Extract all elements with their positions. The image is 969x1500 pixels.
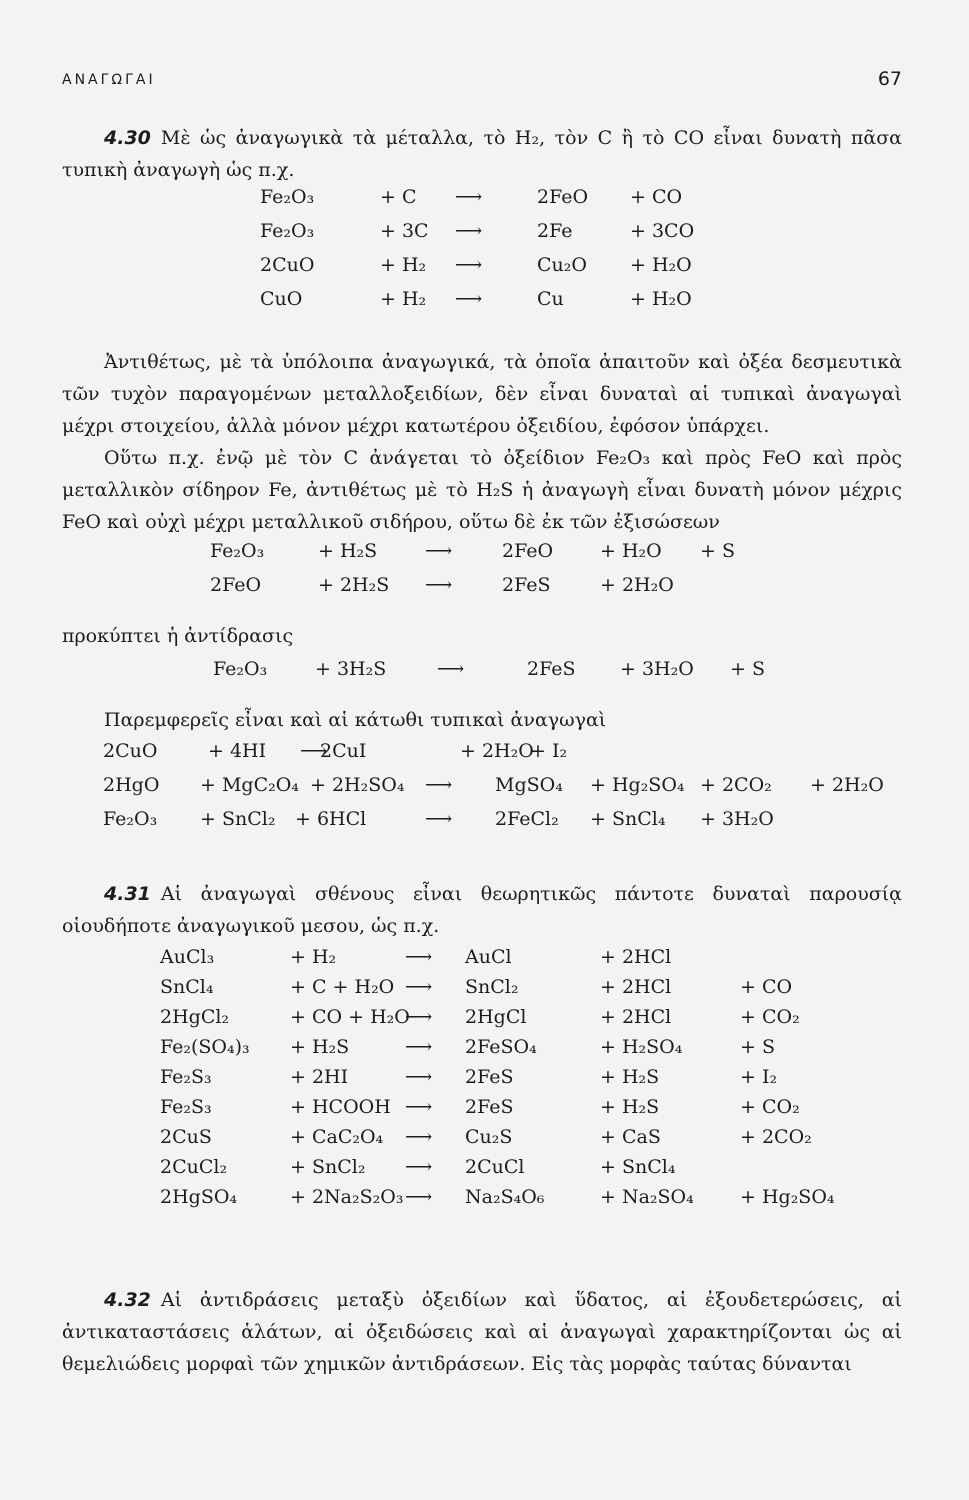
equation-term: + 2H₂S xyxy=(318,574,390,596)
equation-term: + Hg₂SO₄ xyxy=(590,774,685,796)
equation-term: + 2H₂O xyxy=(810,774,884,796)
reaction-arrow: ⟶ xyxy=(455,288,482,310)
equation-term: 2FeS xyxy=(502,574,551,596)
equation-term: 2HgSO₄ xyxy=(160,1186,238,1208)
sec-4-30-intro xyxy=(62,122,902,186)
reaction-arrow: ⟶ xyxy=(425,574,452,596)
equation-term: SnCl₄ xyxy=(160,976,214,998)
equation-term: 2FeS xyxy=(465,1066,514,1088)
equation-term: Fe₂O₃ xyxy=(260,220,315,242)
equation-term: + 3H₂S xyxy=(315,658,387,680)
equation-term: + H₂SO₄ xyxy=(600,1036,683,1058)
equation-term: + SnCl₂ xyxy=(290,1156,366,1178)
equation-term: + CO xyxy=(630,186,683,208)
equation-term: 2FeO xyxy=(502,540,554,562)
equation-term: Fe₂(SO₄)₃ xyxy=(160,1036,250,1058)
equation-term: + 3H₂O xyxy=(620,658,694,680)
equation-term: + H₂ xyxy=(380,254,427,276)
equation-term: + HCOOH xyxy=(290,1096,391,1118)
equation-term: 2HgCl xyxy=(465,1006,527,1028)
equation-term: + Hg₂SO₄ xyxy=(740,1186,835,1208)
equation-term: Na₂S₄O₆ xyxy=(465,1186,545,1208)
paragraph-text: Αἱ ἀναγωγαὶ σθένους εἶναι θεωρητικῶς πάντοτε δυναταὶ παρουσίᾳ οἱουδήποτε ἀναγωγικοῦ μεσου, ὡς π.χ. xyxy=(62,883,902,937)
equation-term: 2CuCl₂ xyxy=(160,1156,228,1178)
equation-term: 2CuO xyxy=(103,740,158,762)
equation-term: Cu₂O xyxy=(537,254,587,276)
equation-term: + C xyxy=(380,186,417,208)
reaction-arrow: ⟶ xyxy=(405,1096,432,1118)
equation-term: + H₂S xyxy=(600,1096,660,1118)
equation-term: + H₂O xyxy=(600,540,662,562)
equation-term: 2CuCl xyxy=(465,1156,525,1178)
equation-term: 2HgCl₂ xyxy=(160,1006,230,1028)
reaction-arrow: ⟶ xyxy=(425,808,452,830)
equation-term: Fe₂O₃ xyxy=(213,658,268,680)
equation-term: + 6HCl xyxy=(295,808,367,830)
equation-term: 2FeSO₄ xyxy=(465,1036,537,1058)
equation-term: + 2HCl xyxy=(600,976,672,998)
equation-term: + H₂S xyxy=(600,1066,660,1088)
page-number: 67 xyxy=(877,68,902,90)
equation-term: Fe₂S₃ xyxy=(160,1066,212,1088)
reaction-arrow: ⟶ xyxy=(425,540,452,562)
equation-term: 2CuO xyxy=(260,254,315,276)
equation-term: 2FeS xyxy=(527,658,576,680)
section-number: 4.31 xyxy=(104,883,151,905)
equation-term: + I₂ xyxy=(740,1066,778,1088)
equation-term: + H₂S xyxy=(290,1036,350,1058)
paragraph-text: Μὲ ὡς ἀναγωγικὰ τὰ μέταλλα, τὸ H₂, τὸν C ἢ τὸ CO εἶναι δυνατὴ πᾶσα τυπικὴ ἀναγωγὴ ὡς π.χ. xyxy=(62,127,902,181)
equation-term: + CO₂ xyxy=(740,1096,800,1118)
reaction-arrow: ⟶ xyxy=(425,774,452,796)
equation-term: MgSO₄ xyxy=(495,774,563,796)
equation-term: + H₂S xyxy=(318,540,378,562)
equation-term: 2CuI xyxy=(320,740,367,762)
result-label: προκύπτει ἡ ἀντίδρασις xyxy=(62,625,294,647)
equation-term: 2FeO xyxy=(210,574,262,596)
equation-term: + H₂ xyxy=(380,288,427,310)
equation-term: + SnCl₂ xyxy=(200,808,276,830)
reaction-arrow: ⟶ xyxy=(455,254,482,276)
equation-term: + S xyxy=(730,658,765,680)
reaction-arrow: ⟶ xyxy=(300,740,327,762)
equation-term: Fe₂O₃ xyxy=(103,808,158,830)
equation-term: + SnCl₄ xyxy=(600,1156,676,1178)
equation-term: 2Fe xyxy=(537,220,573,242)
equation-term: SnCl₂ xyxy=(465,976,519,998)
section-number: 4.32 xyxy=(104,1289,151,1311)
equation-term: + H₂O xyxy=(630,288,692,310)
paragraph-antithetos: Ἀντιθέτως, μὲ τὰ ὑπόλοιπα ἀναγωγικά, τὰ ὁποῖα ἀπαιτοῦν καὶ ὀξέα δεσμευτικὰ τῶν τυχὸν παραγομένων μεταλλοξειδίων, δὲν εἶναι δυναταὶ αἱ τυπικαὶ ἀναγωγαὶ μέχρι στοιχείου, ἀλλὰ μόνον μέχρι κατωτέρου ὀξειδίου, ἐφόσον ὑπάρχει. xyxy=(62,351,902,437)
sec-4-31-intro xyxy=(62,878,902,942)
equation-term: + H₂O xyxy=(630,254,692,276)
reaction-arrow: ⟶ xyxy=(405,1126,432,1148)
equation-term: AuCl₃ xyxy=(160,946,215,968)
section-number: 4.30 xyxy=(104,127,151,149)
equation-term: Fe₂S₃ xyxy=(160,1096,212,1118)
reaction-arrow: ⟶ xyxy=(405,946,432,968)
equation-term: 2FeCl₂ xyxy=(495,808,559,830)
equation-term: + SnCl₄ xyxy=(590,808,666,830)
equation-term: + 2HCl xyxy=(600,946,672,968)
equation-term: CuO xyxy=(260,288,303,310)
equation-term: + 2CO₂ xyxy=(700,774,772,796)
equation-term: Cu₂S xyxy=(465,1126,513,1148)
equation-term: Fe₂O₃ xyxy=(260,186,315,208)
equation-term: 2FeO xyxy=(537,186,589,208)
paragraph-text: Αἱ ἀντιδράσεις μεταξὺ ὀξειδίων καὶ ὕδατος, αἱ ἐξουδετερώσεις, αἱ ἀντικαταστάσεις ἁλάτων, αἱ ὀξειδώσεις καὶ αἱ ἀναγωγαὶ χαρακτηρίζονται ὡς αἱ θεμελιώδεις μορφαὶ τῶν χημικῶν ἀντιδράσεων. Εἰς τὰς μορφὰς ταύτας δύνανται xyxy=(62,1289,902,1375)
equation-term: + CO xyxy=(740,976,793,998)
equation-term: 2HgO xyxy=(103,774,160,796)
paragraph-outo: Οὕτω π.χ. ἐνῷ μὲ τὸν C ἀνάγεται τὸ ὀξείδιον Fe₂O₃ καὶ πρὸς FeO καὶ πρὸς μεταλλικὸν σίδηρον Fe, ἀντιθέτως μὲ τὸ H₂S ἡ ἀναγωγὴ εἶναι δυνατὴ μόνον μέχρις FeO καὶ οὐχὶ μέχρι μεταλλικοῦ σιδήρου, οὕτω δὲ ἐκ τῶν ἐξισώσεων xyxy=(62,447,902,533)
paragraph-paremfereis: Παρεμφερεῖς εἶναι καὶ αἱ κάτωθι τυπικαὶ ἀναγωγαὶ xyxy=(104,709,607,731)
reaction-arrow: ⟶ xyxy=(405,1156,432,1178)
equation-term: Cu xyxy=(537,288,564,310)
reaction-arrow: ⟶ xyxy=(455,220,482,242)
equation-term: + S xyxy=(700,540,735,562)
reaction-arrow: ⟶ xyxy=(405,1066,432,1088)
reaction-arrow: ⟶ xyxy=(405,1006,432,1028)
equation-term: 2FeS xyxy=(465,1096,514,1118)
reaction-arrow: ⟶ xyxy=(405,976,432,998)
equation-term: + 2H₂O xyxy=(600,574,674,596)
equation-term: + 3C xyxy=(380,220,429,242)
equation-term: + 2HCl xyxy=(600,1006,672,1028)
equation-term: + S xyxy=(740,1036,775,1058)
page-header xyxy=(62,68,902,102)
equation-term: + 2CO₂ xyxy=(740,1126,812,1148)
equation-term: + 2H₂SO₄ xyxy=(310,774,405,796)
equation-term: + 3H₂O xyxy=(700,808,774,830)
sec-4-32-text xyxy=(62,1284,902,1380)
equation-term: + CaS xyxy=(600,1126,661,1148)
running-title: ΑΝΑΓΩΓΑΙ xyxy=(62,72,156,88)
equation-term: + MgC₂O₄ xyxy=(200,774,299,796)
equation-term: Fe₂O₃ xyxy=(210,540,265,562)
equation-term: + CO + H₂O xyxy=(290,1006,410,1028)
reaction-arrow: ⟶ xyxy=(405,1036,432,1058)
equation-term: + 2HI xyxy=(290,1066,349,1088)
equation-term: + 4HI xyxy=(208,740,267,762)
equation-term: + 3CO xyxy=(630,220,695,242)
reaction-arrow: ⟶ xyxy=(455,186,482,208)
equation-term: + CO₂ xyxy=(740,1006,800,1028)
reaction-arrow: ⟶ xyxy=(437,658,464,680)
equation-term: AuCl xyxy=(465,946,512,968)
equation-term: + H₂ xyxy=(290,946,337,968)
equation-term: + 2Na₂S₂O₃ xyxy=(290,1186,404,1208)
equation-term: + I₂ xyxy=(530,740,568,762)
reaction-arrow: ⟶ xyxy=(405,1186,432,1208)
equation-term: + CaC₂O₄ xyxy=(290,1126,384,1148)
equation-term: + C + H₂O xyxy=(290,976,395,998)
equation-term: + Na₂SO₄ xyxy=(600,1186,694,1208)
equation-term: + 2H₂O xyxy=(460,740,534,762)
equation-term: 2CuS xyxy=(160,1126,212,1148)
